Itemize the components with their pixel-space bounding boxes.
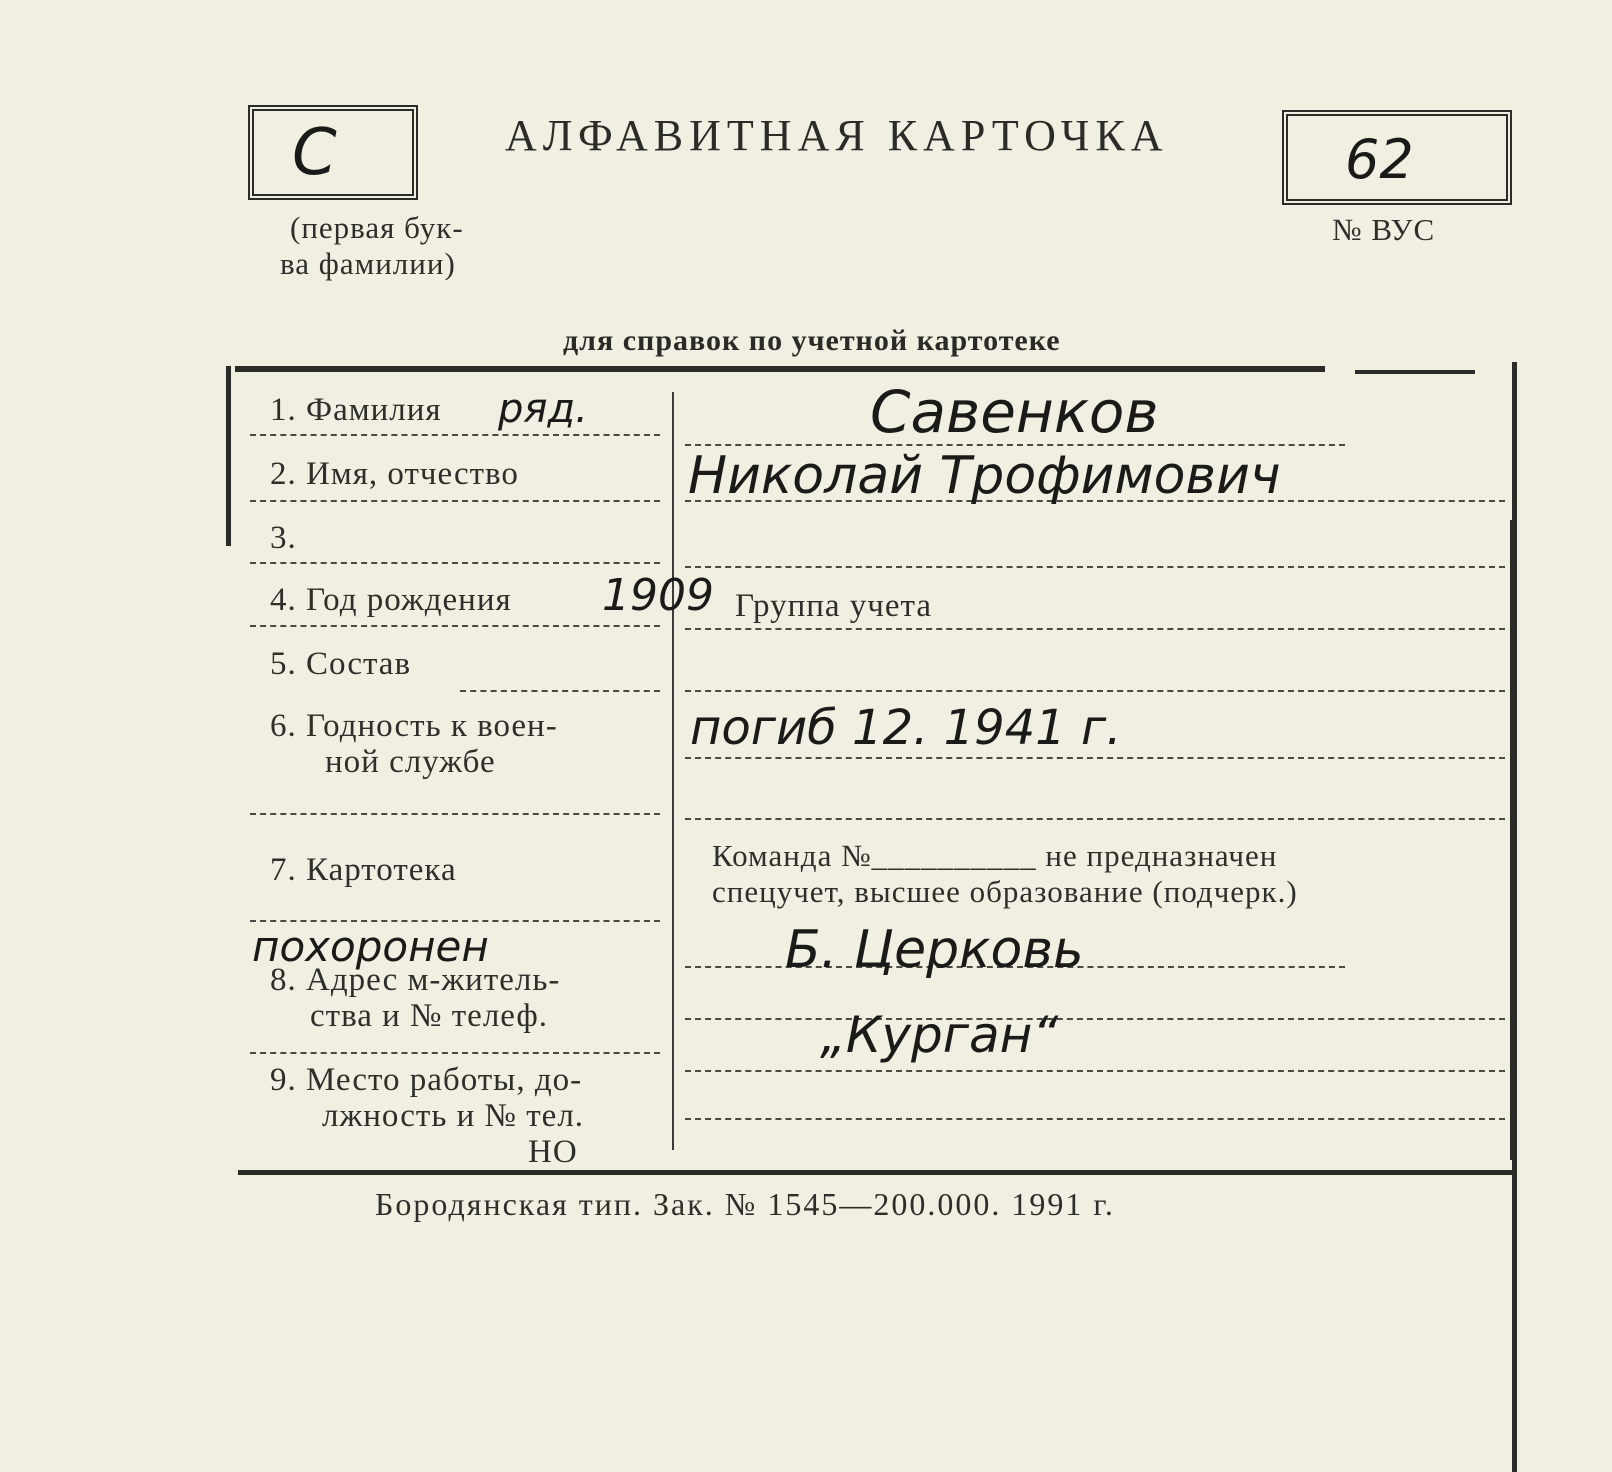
field-7-right-line1: Команда №__________ не предназначен <box>712 838 1278 873</box>
field-8-value-1: Б. Церковь <box>785 920 1084 980</box>
right-line-4 <box>685 628 1505 630</box>
right-line-11 <box>685 1118 1505 1120</box>
letter-caption-line2: ва фамилии) <box>280 246 456 281</box>
field-3-label: 3. <box>270 520 297 556</box>
vus-box-value: 62 <box>1345 128 1414 191</box>
row-line-2 <box>250 500 660 502</box>
row-line-3 <box>250 562 660 564</box>
field-1-rank: ряд. <box>498 386 588 432</box>
field-4-value: 1909 <box>602 570 714 621</box>
letter-box-value: С <box>292 116 337 190</box>
vus-caption: № ВУС <box>1332 212 1436 247</box>
right-line-10 <box>685 1070 1505 1072</box>
field-2-value: Николай Трофимович <box>688 446 1281 506</box>
right-line-5 <box>685 690 1505 692</box>
field-6-value: погиб 12. 1941 г. <box>690 700 1122 756</box>
table-bottom-rule <box>238 1170 1513 1175</box>
table-top-rule <box>235 366 1325 372</box>
printer-imprint: Бородянская тип. Зак. № 1545—200.000. 1991 г. <box>375 1186 1115 1222</box>
right-line-3 <box>685 566 1505 568</box>
field-6-label-line2: ной службе <box>325 744 496 780</box>
field-9-label-line2: лжность и № тел. <box>322 1098 585 1134</box>
field-1-label: 1. Фамилия <box>270 392 442 428</box>
letter-caption-line1: (первая бук- <box>290 210 464 245</box>
row-line-4 <box>250 625 660 627</box>
column-divider <box>672 392 674 1150</box>
field-4-label: 4. Год рождения <box>270 582 512 618</box>
field-9-label-line3: НО <box>528 1134 578 1170</box>
row-line-1 <box>250 434 660 436</box>
field-8-label-line1: 8. Адрес м-житель- <box>270 962 561 998</box>
card-subtitle: для справок по учетной картотеке <box>563 324 1061 357</box>
field-6-label-line1: 6. Годность к воен- <box>270 708 558 744</box>
field-5-label: 5. Состав <box>270 646 412 682</box>
field-7-right-line2: спецучет, высшее образование (подчерк.) <box>712 874 1298 909</box>
field-4-right-label: Группа учета <box>735 588 932 624</box>
field-8-note: похоронен <box>252 922 489 971</box>
row-line-8 <box>250 1052 660 1054</box>
field-2-label: 2. Имя, отчество <box>270 456 519 492</box>
field-8-value-2: „Курган“ <box>820 1006 1059 1064</box>
table-right-border-low <box>1510 520 1514 1160</box>
field-9-label-line1: 9. Место работы, до- <box>270 1062 583 1098</box>
right-line-7 <box>685 818 1505 820</box>
right-line-6 <box>685 757 1505 759</box>
row-line-5 <box>460 690 660 692</box>
table-left-border <box>226 366 231 546</box>
row-line-6 <box>250 813 660 815</box>
card-title: АЛФАВИТНАЯ КАРТОЧКА <box>505 111 1169 160</box>
field-7-label: 7. Картотека <box>270 852 457 888</box>
field-1-value: Савенков <box>870 378 1159 446</box>
right-line-9 <box>685 1018 1505 1020</box>
field-8-label-line2: ства и № телеф. <box>310 998 548 1034</box>
table-top-rule-right <box>1355 370 1475 374</box>
